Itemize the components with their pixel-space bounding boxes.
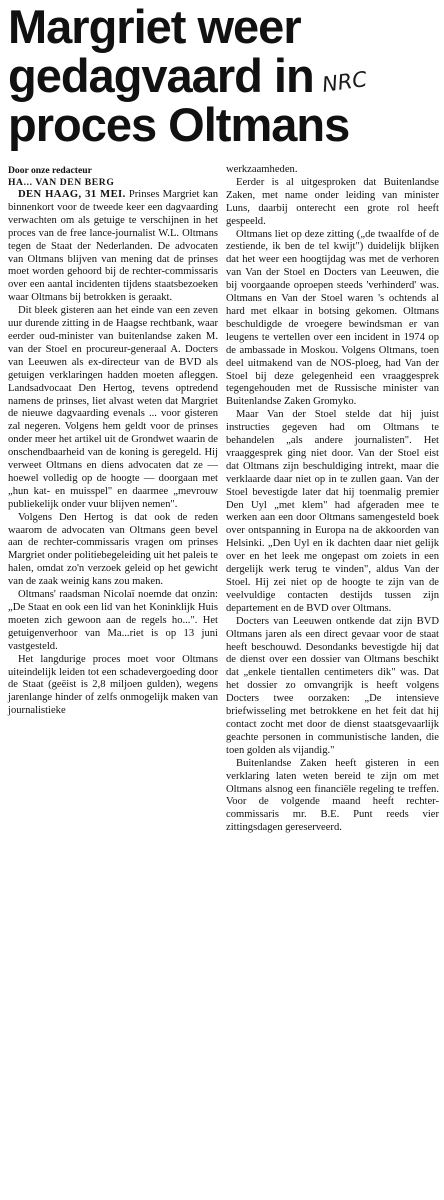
paragraph: Buitenlandse Zaken heeft gisteren in een verklaring laten weten bereid te zijn om met Oltmans alsnog een financiële regeling te treffen. Voor de volgende maand heeft rechter-commissaris mr. B.E. Punt reeds vier zittingsdagen gereserveerd.	[226, 757, 439, 834]
handwritten-stamp: NRC	[320, 66, 369, 98]
dateline: DEN HAAG, 31 MEI.	[18, 189, 126, 200]
paragraph	[8, 189, 218, 305]
paragraph: Dit bleek gisteren aan het einde van een zeven uur durende zitting in de Haagse rechtbank, waar eerder oud-minister van buitenlandse zaken M. van der Stoel en procureur-generaal A. Docters van Leeuwen als ex-directeur van de BVD als getuigen verklaringen hadden moeten afleggen. Landsadvocaat Den Hertog, tevens optredend namens de prinses, liet alvast weten dat Margriet de nieuwe dagvaarding evenals ... voor gisteren zal negeren. Volgens hem geldt voor de prinses onder meer het artikel uit de Grondwet waarin de onschendbaarheid van de koning is geregeld. Hij verweet Oltmans en diens advocaten dat ze — hoewel volledig op de hoogte — doorgaan met „hun kat- en muisspel" en daarmee „mevrouw publiekelijk onder vuur blijven nemen".	[8, 305, 218, 510]
byline-credit: Door onze redacteur	[8, 165, 92, 176]
headline	[8, 2, 438, 149]
headline-line-1: Margriet weer	[8, 0, 301, 53]
paragraph: werkzaamheden.	[226, 164, 298, 175]
paragraph-text: Prinses Margriet kan binnenkort voor de tweede keer een dagvaarding verwachten om als getuige te verschijnen in het proces van de free lance-journalist W.L. Oltmans tegen de Staat der Nederlanden. De advocaten van Oltmans blijven van mening dat de prinses moet worden gehoord bij de rechter-commissaris over een aantal incidenten tijdens staatsbezoeken waar Oltmans bij betrokken is geraakt.	[8, 189, 218, 304]
paragraph: Oltmans liet op deze zitting („de twaalfde of de zestiende, ik ben de tel kwijt") duidelijk blijken dat het weer een hoogtijdag was met de verhoren van Van der Stoel en Docters van Leeuwen, die bij voorgaande oproepen steeds 'verhinderd' was. Oltmans en Van der Stoel waren 's ochtends al hard met elkaar in botsing gekomen. Oltmans beschuldigde de vroegere bewindsman er van leugens te vertellen over een incident in 1974 op de ambassade in Moskou. Volgens Oltmans, toen deel uitmakend van de NOS-ploeg, had Van der Stoel bij deze gelegenheid een vraaggesprek tegengehouden met de Russische minister van Buitenlandse Zaken Gromyko.	[226, 228, 439, 408]
headline-line-3: proces Oltmans	[8, 98, 350, 151]
paragraph: Docters van Leeuwen ontkende dat zijn BVD Oltmans jaren als een direct gevaar voor de staat heeft beschouwd. Desondanks bevestigde hij dat de dienst over een dossier van Oltmans beschikt dat „enkele tientallen centimeters dik" was. Dat het dossier zo omvangrijk is heeft volgens Docters twee oorzaken: „De intensieve briefwisseling met betrokkene en het feit dat hij contact zocht met door de dienst staatsgevaarlijk geachte personen in communistische landen, die toen golden als vijandig."	[226, 615, 439, 756]
paragraph: Oltmans' raadsman Nicolaï noemde dat onzin: „De Staat en ook een lid van het Koninklijk Huis moeten zich gewoon aan de regels ho...". Het getuigenverhoor van Ma...riet is op 13 juni vastgesteld.	[8, 589, 218, 652]
article-column-right	[226, 164, 439, 835]
headline-line-2: gedagvaard in	[8, 49, 314, 102]
paragraph: Volgens Den Hertog is dat ook de reden waarom de advocaten van Oltmans geen bevel aan de rechter-commissaris vragen om prinses Margriet onder politiebegeleiding uit het paleis te halen, omdat zo'n verzoek geleid op het gewicht van de zaak weinig kans zou maken.	[8, 511, 218, 588]
paragraph: Eerder is al uitgesproken dat Buitenlandse Zaken, met name onder leiding van minister Luns, daarbij onterecht een grote rol heeft gespeeld.	[226, 176, 439, 227]
byline	[8, 165, 218, 189]
paragraph: Het langdurige proces moet voor Oltmans uiteindelijk leiden tot een schadevergoeding door de Staat (geëist is 2,8 miljoen gulden), wegens jarenlange hinder of zelfs onmogelijk maken van journalistieke	[8, 653, 218, 717]
paragraph: Maar Van der Stoel stelde dat hij juist instructies gegeven had om Oltmans te behandelen „als andere journalisten". Het vraaggesprek ging niet door. Van der Stoel eist dat Oltmans zijn beschuldiging intrekt, maar die verklaarde daar niet op in te zullen gaan. Van der Stoel bevestigde later dat hij toenmalig premier Den Uyl „met klem" had afgeraden mee te werken aan een door Oltmans samengesteld boek over ontspanning in Europa na de akkoorden van Helsinki. „Den Uyl en ik dachten daar niet gelijk over en het leek me ongepast om zoiets in een dergelijk werk terug te vinden", aldus Van der Stoel. Hij zei niet op de hoogte te zijn van de veelvuldige contacten destijds tussen zijn departement en de BVD over Oltmans.	[226, 409, 439, 614]
byline-author: HA... VAN DEN BERG	[8, 177, 115, 188]
article-column-left	[8, 189, 218, 718]
